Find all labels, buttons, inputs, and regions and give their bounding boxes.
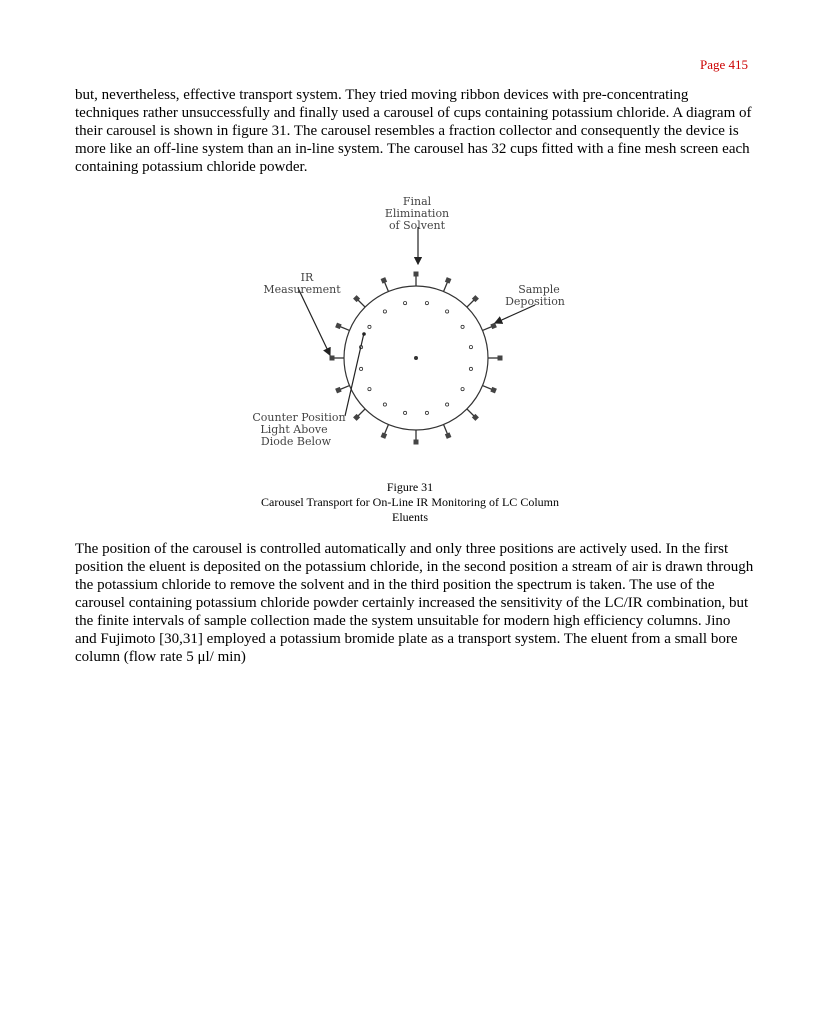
label-final-1: Final	[402, 195, 432, 208]
label-final-3: of Solvent	[388, 219, 446, 232]
page-number: Page 415	[699, 57, 748, 72]
counter-position-pointer	[345, 333, 364, 416]
cup	[381, 277, 388, 284]
sample-hole	[469, 367, 472, 370]
cup	[414, 440, 419, 445]
sample-hole	[446, 403, 449, 406]
figure-caption	[180, 480, 640, 525]
sample-hole	[461, 325, 464, 328]
cup	[335, 387, 342, 394]
carousel-center	[414, 356, 418, 360]
sample-hole	[469, 345, 472, 348]
label-counter-2: Light Above	[260, 423, 328, 436]
body-paragraph-1: but, nevertheless, effective transport system. They tried moving ribbon devices with pre-concentrating techniques rather unsuccessfully and finally used a carousel of cups containing potassium chloride. A diagram of their carousel is shown in figure 31. The carousel resembles a fraction collector and consequently the device is more like an off-line system than an in-line system. The carousel has 32 cups fitted with a fine mesh screen each containing potassium chloride powder.	[75, 87, 752, 175]
cup	[381, 432, 388, 439]
figure-31-carousel-diagram	[245, 190, 585, 470]
sample-hole	[403, 411, 406, 414]
carousel-diagram-svg	[245, 190, 585, 470]
sample-hole	[383, 403, 386, 406]
sample-hole	[461, 388, 464, 391]
caption-figure-number: Figure 31	[386, 480, 434, 494]
cup	[445, 432, 452, 439]
cup	[490, 323, 497, 330]
sample-hole	[425, 411, 428, 414]
cup	[335, 323, 342, 330]
cup	[490, 387, 497, 394]
counter-position-dot	[362, 332, 366, 336]
label-sample-2: Deposition	[505, 295, 565, 308]
caption-title-line-2: Eluents	[392, 510, 428, 524]
sample-hole	[368, 325, 371, 328]
cup	[445, 277, 452, 284]
label-counter-1: Counter Position	[252, 411, 346, 424]
cup	[330, 356, 335, 361]
label-counter-3: Diode Below	[260, 435, 332, 448]
label-ir-1: IR	[300, 271, 314, 284]
caption-title-line-1: Carousel Transport for On-Line IR Monitoring of LC Column	[261, 495, 559, 509]
sample-hole	[359, 367, 362, 370]
label-ir-2: Measurement	[263, 283, 341, 296]
cup	[414, 272, 419, 277]
sample-hole	[383, 310, 386, 313]
label-sample-1: Sample	[518, 283, 560, 296]
sample-hole	[425, 301, 428, 304]
sample-hole	[368, 388, 371, 391]
label-final-2: Elimination	[384, 207, 450, 220]
sample-hole	[446, 310, 449, 313]
cup	[498, 356, 503, 361]
body-paragraph-2: The position of the carousel is controlled automatically and only three positions are actively used. In the first position the eluent is deposited on the potassium chloride, in the second position a stream of air is drawn through the potassium chloride to remove the solvent and in the third position the spectrum is taken. The use of the carousel containing potassium chloride powder certainly increased the sensitivity of the LC/IR combination, but the finite intervals of sample collection made the system unsuitable for modern high efficiency columns. Jino and Fujimoto [30,31] employed a potassium bromide plate as a transport system. The eluent from a small bore column (flow rate 5 μl/ min)	[75, 541, 754, 665]
sample-hole	[403, 301, 406, 304]
ir-measurement-pointer	[298, 288, 330, 355]
